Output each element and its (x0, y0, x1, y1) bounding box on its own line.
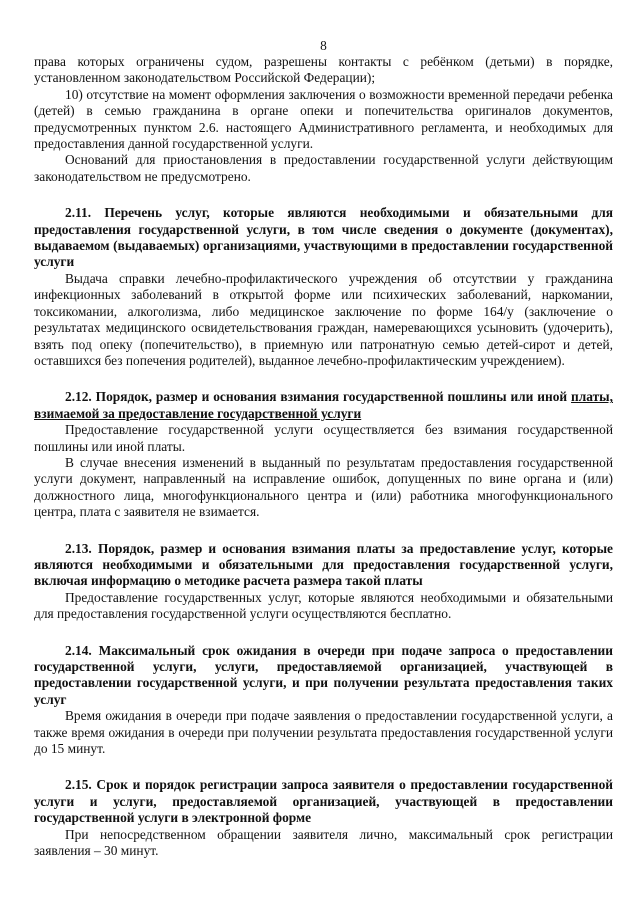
section-2-14-paragraph: Время ожидания в очереди при подаче заявления о предоставлении государственной услуги, а также время ожидания в очереди при получении результата предоставления государственной услуги до 15 минут. (34, 708, 613, 757)
section-2-12-heading (34, 389, 613, 422)
section-2-12 (34, 389, 613, 520)
section-2-12-heading-part2: платы, взимаемой за предоставление государственной услуги (34, 389, 613, 421)
intro-block (34, 54, 613, 185)
section-2-12-heading-part1: 2.12. Порядок, размер и основания взимания государственной пошлины или иной (65, 389, 572, 405)
section-2-13-heading: 2.13. Порядок, размер и основания взимания платы за предоставление услуг, которые являются необходимыми и обязательными для предоставления государственной услуги, включая информацию о методике расчета размера такой платы (34, 540, 613, 589)
intro-item-10: 10) отсутствие на момент оформления заключения о возможности временной передачи ребенка (детей) в семью гражданина в органе опеки и попечительства оригиналов документов, предусмотренных пунктом 2.6. настоящего Административного регламента, и необходимых для предоставления данной государственной услуги. (34, 86, 613, 152)
section-2-12-paragraph-2: В случае внесения изменений в выданный по результатам предоставления государственной услуги документ, направленный на исправление ошибок, допущенных по вине органа и (или) должностного лица, многофункционального центра и (или) работника многофункционального центра, плата с заявителя не взимается. (34, 454, 613, 520)
section-2-11-heading: 2.11. Перечень услуг, которые являются необходимыми и обязательными для предоставления государственной услуги, в том числе сведения о документе (документах), выдаваемом (выдаваемых) организациями, участвующими в предоставлении государственной услуги (34, 205, 613, 270)
page-number: 8 (320, 38, 327, 53)
section-2-11 (34, 205, 613, 369)
document-page (34, 0, 613, 905)
section-2-13 (34, 541, 613, 623)
section-2-15 (34, 777, 613, 859)
section-2-14 (34, 643, 613, 758)
intro-continuation: права которых ограничены судом, разрешены контакты с ребёнком (детьми) в порядке, установленном законодательством Российской Федерации); (34, 54, 613, 86)
section-2-14-heading: 2.14. Максимальный срок ожидания в очереди при подаче запроса о предоставлении государственной услуги, услуги, предоставляемой организацией, участвующей в предоставлении государственной услуги, и при получении результата предоставления таких услуг (34, 642, 613, 707)
section-2-12-paragraph-1: Предоставление государственной услуги осуществляется без взимания государственной пошлины или иной платы. (34, 422, 613, 454)
section-2-15-paragraph: При непосредственном обращении заявителя лично, максимальный срок регистрации заявления – 30 минут. (34, 826, 613, 859)
section-2-15-heading: 2.15. Срок и порядок регистрации запроса заявителя о предоставлении государственной услуги и услуги, предоставляемой организацией, участвующей в предоставлении государственной услуги в электронной форме (34, 777, 613, 826)
section-2-11-paragraph: Выдача справки лечебно-профилактического учреждения об отсутствии у гражданина инфекционных заболеваний в открытой форме или психических заболеваний, наркомании, токсикомании, алкоголизма, либо медицинское заключение по форме 164/у (заключение о результатах медицинского освидетельствования граждан, намеревающихся усыновить (удочерить), взять под опеку (попечительство), в приемную или патронатную семью детей-сирот и детей, оставшихся без попечения родителей), выданное лечебно-профилактическим учреждением). (34, 270, 613, 368)
section-2-13-paragraph: Предоставление государственных услуг, которые являются необходимыми и обязательными для предоставления государственной услуги осуществляются бесплатно. (34, 589, 613, 622)
intro-no-grounds: Оснований для приостановления в предоставлении государственной услуги действующим законодательством не предусмотрено. (34, 152, 613, 184)
